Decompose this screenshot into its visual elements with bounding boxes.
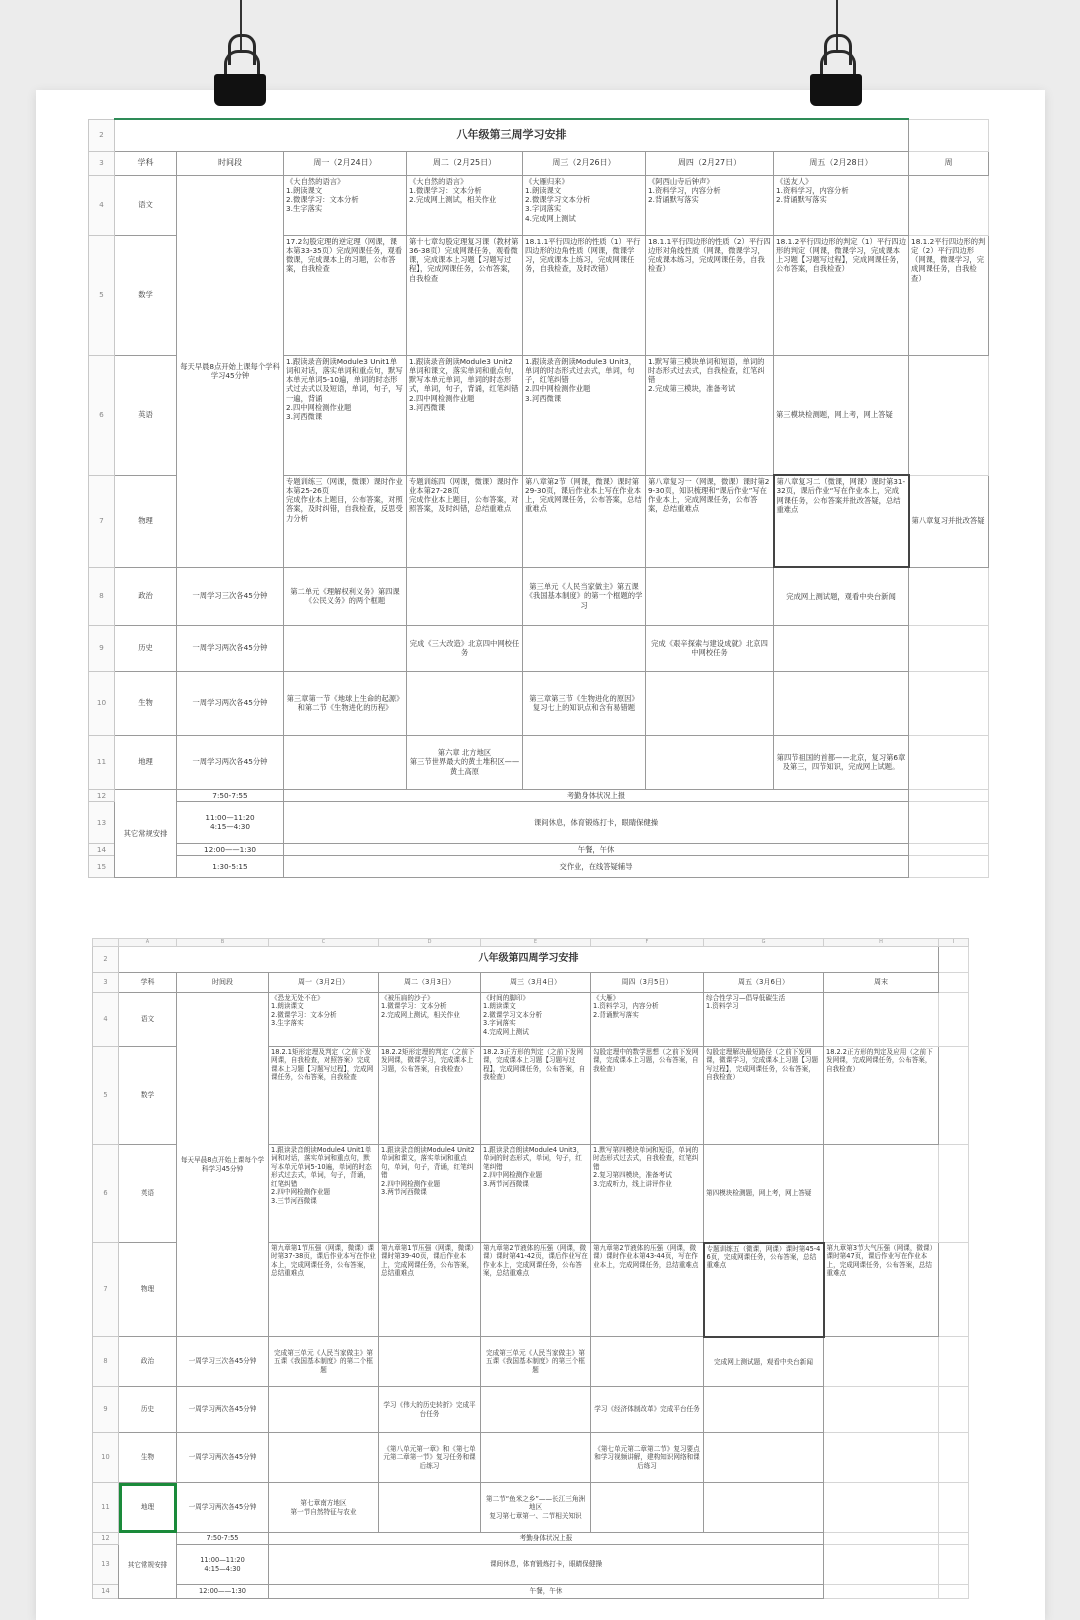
break-exercise[interactable]: 课间休息，体育锻炼打卡，眼睛保健操 — [269, 1545, 824, 1585]
cell-shengwu-thu[interactable] — [646, 671, 774, 735]
cell-wuli-tue[interactable]: 专题训练四（网课，微课）课时作业本第27-28页 完成作业本上题目，公布答案，对照答案，及时纠错，总结重难点 — [407, 475, 523, 567]
cell-yuwen-wed[interactable]: 《时间的脚印》 1.朗读课文 2.微课学习文本分析 3.字词落实 4.完成网上测试 — [481, 993, 591, 1047]
row-number: 15 — [89, 856, 115, 878]
row-number: 12 — [89, 789, 115, 801]
binder-clip-icon — [810, 34, 862, 108]
column-letter[interactable]: D — [379, 939, 481, 947]
time-dili: 一周学习两次各45分钟 — [177, 735, 284, 789]
subject-lishi: 历史 — [119, 1387, 177, 1433]
header-tue: 周二（2月25日） — [407, 151, 523, 175]
cell-wuli-wed[interactable]: 第八章第2节（网课，微课）课时第29-30页，课后作业本上写在作业本上，完成网课任务，公布答案，总结重难点 — [523, 475, 646, 567]
cell-yuwen-mon[interactable]: 《大自然的语言》 1.朗读课文 2.微课学习：文本分析 3.生字落实 — [284, 175, 407, 235]
time-zhengzhi: 一周学习三次各45分钟 — [177, 1337, 269, 1387]
cell-zhengzhi-tue[interactable] — [379, 1337, 481, 1387]
cell-zhengzhi-wed[interactable]: 第三单元《人民当家做主》第五课《我国基本制度》的第一个框题的学习 — [523, 567, 646, 625]
subject-zhengzhi: 政治 — [119, 1337, 177, 1387]
cell-yuwen-mon[interactable]: 《恐龙无处不在》 1.朗读课文 2.微课学习：文本分析 3.生字落实 — [269, 993, 379, 1047]
time-attendance: 7:50-7:55 — [177, 789, 284, 801]
week4-schedule-sheet — [92, 938, 968, 1620]
cell-lishi-fri[interactable] — [774, 625, 909, 671]
cell-wuli-tue[interactable]: 第九章第1节压强（网课，微课）课时第39-40页，课后作业本上，完成网课任务，公布答案，总结重难点 — [379, 1243, 481, 1337]
cell-yingyu-mon[interactable]: 1.跟读录音朗读Module3 Unit1单词和对话，落实单词和重点句，默写本单元单词5-10遍，单词的时态形式过去式以及短语，单词，句子，写一遍，背诵 2.四中网检测作业题 3.河西微课 — [284, 355, 407, 475]
column-letter[interactable]: B — [177, 939, 269, 947]
cell-lishi-tue[interactable]: 学习《伟大的历史转折》完成平台任务 — [379, 1387, 481, 1433]
cell-zhengzhi-thu[interactable] — [591, 1337, 704, 1387]
cell-lishi-thu[interactable]: 完成《艰辛探索与建设成就》北京四中网校任务 — [646, 625, 774, 671]
cell-zhengzhi-sat[interactable] — [909, 567, 989, 625]
subject-yingyu: 英语 — [115, 355, 177, 475]
sheet-title: 八年级第四周学习安排 — [119, 947, 939, 973]
row-number: 8 — [89, 567, 115, 625]
cell-zhengzhi-wed[interactable]: 完成第三单元《人民当家做主》第五课《我国基本制度》的第三个框题 — [481, 1337, 591, 1387]
row-number: 9 — [93, 1387, 119, 1433]
cell-shengwu-thu[interactable]: 《第七单元第二章第二节》复习要点和学习视频讲解，建构知识网络和课后练习 — [591, 1433, 704, 1483]
row-number: 4 — [93, 993, 119, 1047]
subject-shengwu: 生物 — [115, 671, 177, 735]
column-letter[interactable]: F — [591, 939, 704, 947]
cell-wuli-mon[interactable]: 第九章第1节压强（网课，微课）课时第37-38页，课后作业本写在作业本上，完成网课任务，公布答案，总结重难点 — [269, 1243, 379, 1337]
row-number: 9 — [89, 625, 115, 671]
time-dili: 一周学习两次各45分钟 — [177, 1483, 269, 1533]
time-lishi: 一周学习两次各45分钟 — [177, 625, 284, 671]
cell-shengwu-fri[interactable] — [704, 1433, 824, 1483]
binder-clip-icon — [214, 34, 266, 108]
cell-yingyu-fri[interactable]: 第三模块检测题，网上考，网上答疑 — [774, 355, 909, 475]
header-thu: 周四（2月27日） — [646, 151, 774, 175]
header-time: 时间段 — [177, 973, 269, 993]
cell-zhengzhi-mon[interactable]: 第二单元《理解权利义务》第四课《公民义务》的两个框题 — [284, 567, 407, 625]
lunch-nap[interactable]: 午餐，午休 — [284, 843, 909, 855]
cell-dili-thu[interactable] — [591, 1483, 704, 1533]
cell-yingyu-sat[interactable] — [909, 355, 989, 475]
cell-shuxue-tue[interactable]: 第十七章勾股定理复习课（教材第36-38页）完成网课任务，观看微课，完成课本上习题【习题写过程】，完成网课任务，公布答案，自我检查 — [407, 235, 523, 355]
week3-schedule-table — [88, 118, 989, 878]
cell-yingyu-fri[interactable]: 第四模块检测题，网上考，网上答疑 — [704, 1145, 824, 1243]
subject-dili: 地理 — [115, 735, 177, 789]
cell-shengwu-sat[interactable] — [909, 671, 989, 735]
cell-shuxue-thu[interactable]: 18.1.1平行四边形的性质（2）平行四边形对角线性质（网课，微课学习，完成课本练习，完成网课任务，自我检查） — [646, 235, 774, 355]
cell-wuli-wed[interactable]: 第九章第2节液体的压强（网课，微课）课时第41-42页，课后作业写在作业本上，完成网课任务，公布答案，总结重难点 — [481, 1243, 591, 1337]
header-tue: 周二（3月3日） — [379, 973, 481, 993]
cell-zhengzhi-thu[interactable] — [646, 567, 774, 625]
cell-lishi-sat[interactable] — [824, 1387, 939, 1433]
main-time-slot: 每天早晨8点开始上课每个学科学习45分钟 — [177, 175, 284, 567]
cell-shuxue-wed[interactable]: 18.2.3正方形的判定（之前下发网课，完成课本上习题【习题写过程】，完成网课任务，公布答案，自我检查） — [481, 1047, 591, 1145]
time-shengwu: 一周学习两次各45分钟 — [177, 671, 284, 735]
column-letter[interactable]: H — [824, 939, 939, 947]
subject-wuli: 物理 — [119, 1243, 177, 1337]
cell-wuli-fri[interactable]: 专题训练五（微课，网课）课时第45-46页，完成网课任务，公布答案，总结重难点 — [704, 1243, 824, 1337]
cell-lishi-tue[interactable]: 完成《三大改造》北京四中网校任务 — [407, 625, 523, 671]
header-mon: 周一（2月24日） — [284, 151, 407, 175]
time-zhengzhi: 一周学习三次各45分钟 — [177, 567, 284, 625]
header-weekend: 周末 — [824, 973, 939, 993]
column-letter[interactable]: I — [939, 939, 969, 947]
cell-dili-sat[interactable] — [909, 735, 989, 789]
row-number: 2 — [89, 119, 115, 151]
header-subject: 学科 — [119, 973, 177, 993]
time-shengwu: 一周学习两次各45分钟 — [177, 1433, 269, 1483]
time-attendance: 7:50-7:55 — [177, 1533, 269, 1545]
cell-yingyu-thu[interactable]: 1.默写第四模块单词和短语，单词的时态形式过去式，自我检查，红笔纠错 2.复习第四模块，准备考试 3.完成听力，线上讲评作业 — [591, 1145, 704, 1243]
cell-lishi-sat[interactable] — [909, 625, 989, 671]
column-letter[interactable]: A — [119, 939, 177, 947]
cell-zhengzhi-fri[interactable]: 完成网上测试题，观看中央台新闻 — [774, 567, 909, 625]
homework-tutoring[interactable]: 交作业，在线答疑辅导 — [284, 856, 909, 878]
row-number: 13 — [89, 801, 115, 843]
cell-shengwu-wed[interactable]: 第三章第三节《生物进化的原因》 复习七上的知识点和含有易错题 — [523, 671, 646, 735]
cell-lishi-mon[interactable] — [269, 1387, 379, 1433]
week4-schedule-table — [92, 938, 969, 1599]
cell-yingyu-wed[interactable]: 1.跟读录音朗读Module4 Unit3，单词的时态形式，单词，句子，红笔纠错 2.四中网检测作业题 3.两节河西微课 — [481, 1145, 591, 1243]
subject-yuwen: 语文 — [115, 175, 177, 235]
column-letter[interactable]: C — [269, 939, 379, 947]
cell-shengwu-mon[interactable]: 第三章第一节《地球上生命的起源》和第二节《生物进化的历程》 — [284, 671, 407, 735]
cell-shuxue-mon[interactable]: 18.2.1矩形定理及判定（之前下发网课，自我检查，对照答案）完成课本上习题【习题写过程】，完成网课任务，公布答案，自我检查 — [269, 1047, 379, 1145]
subject-dili[interactable]: 地理 — [119, 1483, 177, 1533]
header-wed: 周三（2月26日） — [523, 151, 646, 175]
cell-zhengzhi-mon[interactable]: 完成第三单元《人民当家做主》第五课《我国基本制度》的第二个框题 — [269, 1337, 379, 1387]
cell-wuli-mon[interactable]: 专题训练三（网课，微课）课时作业本第25-26页 完成作业本上题目，公布答案，对照答案，及时纠错，自我检查，反思受力分析 — [284, 475, 407, 567]
row-number: 10 — [89, 671, 115, 735]
row-number: 4 — [89, 175, 115, 235]
main-time-slot: 每天早晨8点开始上课每个学科学习45分钟 — [177, 993, 269, 1337]
header-fri: 周五（3月6日） — [704, 973, 824, 993]
cell-yingyu-sat[interactable] — [824, 1145, 939, 1243]
lunch-nap[interactable]: 午餐，午休 — [269, 1585, 824, 1599]
row-number: 5 — [89, 235, 115, 355]
subject-lishi: 历史 — [115, 625, 177, 671]
cell-dili-mon[interactable] — [284, 735, 407, 789]
subject-shuxue: 数学 — [119, 1047, 177, 1145]
header-time: 时间段 — [177, 151, 284, 175]
cell-lishi-thu[interactable]: 学习《经济体制改革》完成平台任务 — [591, 1387, 704, 1433]
time-break: 11:00—11:20 4:15—4:30 — [177, 801, 284, 843]
row-number: 3 — [89, 151, 115, 175]
cell-yuwen-thu[interactable]: 《大雁》 1.资料学习，内容分析 2.背诵默写落实 — [591, 993, 704, 1047]
header-wed: 周三（3月4日） — [481, 973, 591, 993]
cell-shengwu-tue[interactable] — [407, 671, 523, 735]
cell-dili-sat[interactable] — [824, 1483, 939, 1533]
cell-yingyu-tue[interactable]: 1.跟读录音朗读Module3 Unit2单词和课文，落实单词和重点句，默写本单元单词，单词的时态形式，单词，句子，背诵，红笔纠错 2.四中网检测作业题 3.河西微课 — [407, 355, 523, 475]
header-thu: 周四（3月5日） — [591, 973, 704, 993]
cell-dili-wed[interactable] — [523, 735, 646, 789]
time-afternoon: 1:30-5:15 — [177, 856, 284, 878]
cell-zhengzhi-sat[interactable] — [824, 1337, 939, 1387]
row-number: 5 — [93, 1047, 119, 1145]
cell-lishi-mon[interactable] — [284, 625, 407, 671]
cell-wuli-sat[interactable]: 第九章第3节大气压强（网课，微课）课时第47页，课后作业写在作业本上，完成网课任务，公布答案，总结重难点 — [824, 1243, 939, 1337]
row-number: 7 — [93, 1243, 119, 1337]
subject-shuxue: 数学 — [115, 235, 177, 355]
row-number: 6 — [89, 355, 115, 475]
row-number: 13 — [93, 1545, 119, 1585]
subject-zhengzhi: 政治 — [115, 567, 177, 625]
cell-dili-tue[interactable] — [379, 1483, 481, 1533]
sheet-title: 八年级第三周学习安排 — [115, 119, 909, 151]
row-number: 10 — [93, 1433, 119, 1483]
row-number: 14 — [89, 843, 115, 855]
cell-wuli-thu[interactable]: 第八章复习一（网课，微课）课时第29-30页，知识梳理和“课后作业”写在作业本上，完成网课任务，公布答案，总结重难点 — [646, 475, 774, 567]
cell-lishi-wed[interactable] — [523, 625, 646, 671]
cell-shuxue-fri[interactable]: 18.1.2平行四边形的判定（1）平行四边形的判定（网课，微课学习，完成课本上习题【习题写过程】，完成网课任务，公布答案，自我检查） — [774, 235, 909, 355]
cell-shuxue-mon[interactable]: 17.2勾股定理的逆定理（网课，课本第33-35页）完成网课任务，观看微课，完成课本上的习题，公布答案，自我检查 — [284, 235, 407, 355]
other-arrangements-label: 其它常规安排 — [119, 1533, 177, 1599]
cell-shengwu-sat[interactable] — [824, 1433, 939, 1483]
cell-yingyu-wed[interactable]: 1.跟读录音朗读Module3 Unit3，单词的时态形式过去式，单词，句子，红笔纠错 2.四中网检测作业题 3.河西微课 — [523, 355, 646, 475]
cell-dili-fri[interactable]: 第四节祖国的首都——北京，复习第6章及第三，四节知识，完成网上试题。 — [774, 735, 909, 789]
cell-shuxue-sat[interactable]: 18.1.2平行四边形的判定（2）平行四边形（网课，微课学习，完成网课任务，自我检查） — [909, 235, 989, 355]
row-number: 6 — [93, 1145, 119, 1243]
header-fri: 周五（2月28日） — [774, 151, 909, 175]
cell-shengwu-wed[interactable] — [481, 1433, 591, 1483]
column-letter[interactable]: E — [481, 939, 591, 947]
row-number: 14 — [93, 1585, 119, 1599]
header-weekend: 周 — [909, 151, 989, 175]
cell-dili-thu[interactable] — [646, 735, 774, 789]
break-exercise[interactable]: 课间休息，体育锻炼打卡，眼睛保健操 — [284, 801, 909, 843]
cell-shuxue-sat[interactable]: 18.2.2正方形的判定及应用（之前下发网课，完成网课任务，公布答案，自我检查） — [824, 1047, 939, 1145]
row-number: 11 — [89, 735, 115, 789]
cell-wuli-thu[interactable]: 第九章第2节液体的压强（网课，微课）课时作业本第43-44页，写在作业本上，完成网课任务，总结重难点 — [591, 1243, 704, 1337]
cell-yuwen-tue[interactable]: 《大自然的语言》 1.微课学习：文本分析 2.完成网上测试，相关作业 — [407, 175, 523, 235]
cell-shuxue-thu[interactable]: 勾股定理中的数学思想（之前下发网课，完成课本上习题，公布答案，自我检查） — [591, 1047, 704, 1145]
cell-lishi-wed[interactable] — [481, 1387, 591, 1433]
time-lunch: 12:00——1:30 — [177, 1585, 269, 1599]
subject-shengwu: 生物 — [119, 1433, 177, 1483]
cell-zhengzhi-fri[interactable]: 完成网上测试题，观看中央台新闻 — [704, 1337, 824, 1387]
cell-shengwu-fri[interactable] — [774, 671, 909, 735]
cell-yuwen-sat[interactable] — [824, 993, 939, 1047]
cell-yuwen-wed[interactable]: 《大雁归来》 1.朗读课文 2.微课学习文本分析 3.字词落实 4.完成网上测试 — [523, 175, 646, 235]
row-number: 11 — [93, 1483, 119, 1533]
row-number: 2 — [93, 947, 119, 973]
attendance-report[interactable]: 考勤身体状况上报 — [269, 1533, 824, 1545]
row-number: 8 — [93, 1337, 119, 1387]
other-arrangements-label: 其它常规安排 — [115, 789, 177, 878]
cell-yuwen-fri[interactable]: 综合性学习—倡导低碳生活 1.资料学习 — [704, 993, 824, 1047]
row-number: 3 — [93, 973, 119, 993]
row-number: 7 — [89, 475, 115, 567]
cell-dili-mon[interactable]: 第七章南方地区 第一节自然特征与农业 — [269, 1483, 379, 1533]
cell-yingyu-thu[interactable]: 1.默写第三模块单词和短语，单词的时态形式过去式，自我检查，红笔纠错 2.完成第三模块，准备考试 — [646, 355, 774, 475]
subject-yingyu: 英语 — [119, 1145, 177, 1243]
cell-zhengzhi-tue[interactable] — [407, 567, 523, 625]
cell-shuxue-tue[interactable]: 18.2.2矩形定理的判定（之前下发网课，微课学习，完成课本上习题，公布答案，自我检查） — [379, 1047, 481, 1145]
cell-yuwen-sat[interactable] — [909, 175, 989, 235]
time-lunch: 12:00——1:30 — [177, 843, 284, 855]
cell-yuwen-thu[interactable]: 《阿西山寺后钟声》 1.资料学习，内容分析 2.背诵默写落实 — [646, 175, 774, 235]
cell-shuxue-wed[interactable]: 18.1.1平行四边形的性质（1）平行四边形的边角性质（网课，微课学习，完成课本上练习，完成网课任务，自我检查，及时改错） — [523, 235, 646, 355]
column-letter[interactable]: G — [704, 939, 824, 947]
cell-shengwu-mon[interactable] — [269, 1433, 379, 1483]
cell-yingyu-tue[interactable]: 1.跟读录音朗读Module4 Unit2单词和课文，落实单词和重点句，单词，句子，背诵，红笔纠错 2.四中网检测作业题 3.两节河西微课 — [379, 1145, 481, 1243]
time-break: 11:00—11:20 4:15—4:30 — [177, 1545, 269, 1585]
cell-wuli-fri[interactable]: 第八章复习二（微课，网课）课时第31-32页，课后作业“写在作业本上，完成网课任务，公布答案并批改答疑，总结重难点 — [774, 475, 909, 567]
cell-yuwen-tue[interactable]: 《被压扁的沙子》 1.微课学习：文本分析 2.完成网上测试，相关作业 — [379, 993, 481, 1047]
cell-yuwen-fri[interactable]: 《送友人》 1.资料学习，内容分析 2.背诵默写落实 — [774, 175, 909, 235]
cell-yingyu-mon[interactable]: 1.跟读录音朗读Module4 Unit1单词和对话，落实单词和重点句，默写本单元单词5-10遍，单词的时态形式过去式，单词，句子，背诵，红笔纠错 2.四中网检测作业题 3.三节河西微课 — [269, 1145, 379, 1243]
subject-yuwen: 语文 — [119, 993, 177, 1047]
cell-shuxue-fri[interactable]: 勾股定理解决最短路径（之前下发网课，微课学习，完成课本上习题【习题写过程】，完成网课任务，公布答案，自我检查） — [704, 1047, 824, 1145]
attendance-report[interactable]: 考勤身体状况上报 — [284, 789, 909, 801]
cell-shengwu-tue[interactable]: 《第八单元第一章》和《第七单元第二章第一节》复习任务和课后练习 — [379, 1433, 481, 1483]
header-subject: 学科 — [115, 151, 177, 175]
row-number: 12 — [93, 1533, 119, 1545]
header-mon: 周一（3月2日） — [269, 973, 379, 993]
time-lishi: 一周学习两次各45分钟 — [177, 1387, 269, 1433]
cell-dili-tue[interactable]: 第六章 北方地区 第三节世界最大的黄土堆积区——黄土高原 — [407, 735, 523, 789]
cell-wuli-sat[interactable]: 第八章复习并批改答疑 — [909, 475, 989, 567]
cell-lishi-fri[interactable] — [704, 1387, 824, 1433]
subject-wuli: 物理 — [115, 475, 177, 567]
cell-dili-wed[interactable]: 第二节“鱼米之乡”——长江三角洲地区 复习第七章第一、二节相关知识 — [481, 1483, 591, 1533]
cell-dili-fri[interactable] — [704, 1483, 824, 1533]
week3-schedule-sheet — [88, 118, 986, 904]
